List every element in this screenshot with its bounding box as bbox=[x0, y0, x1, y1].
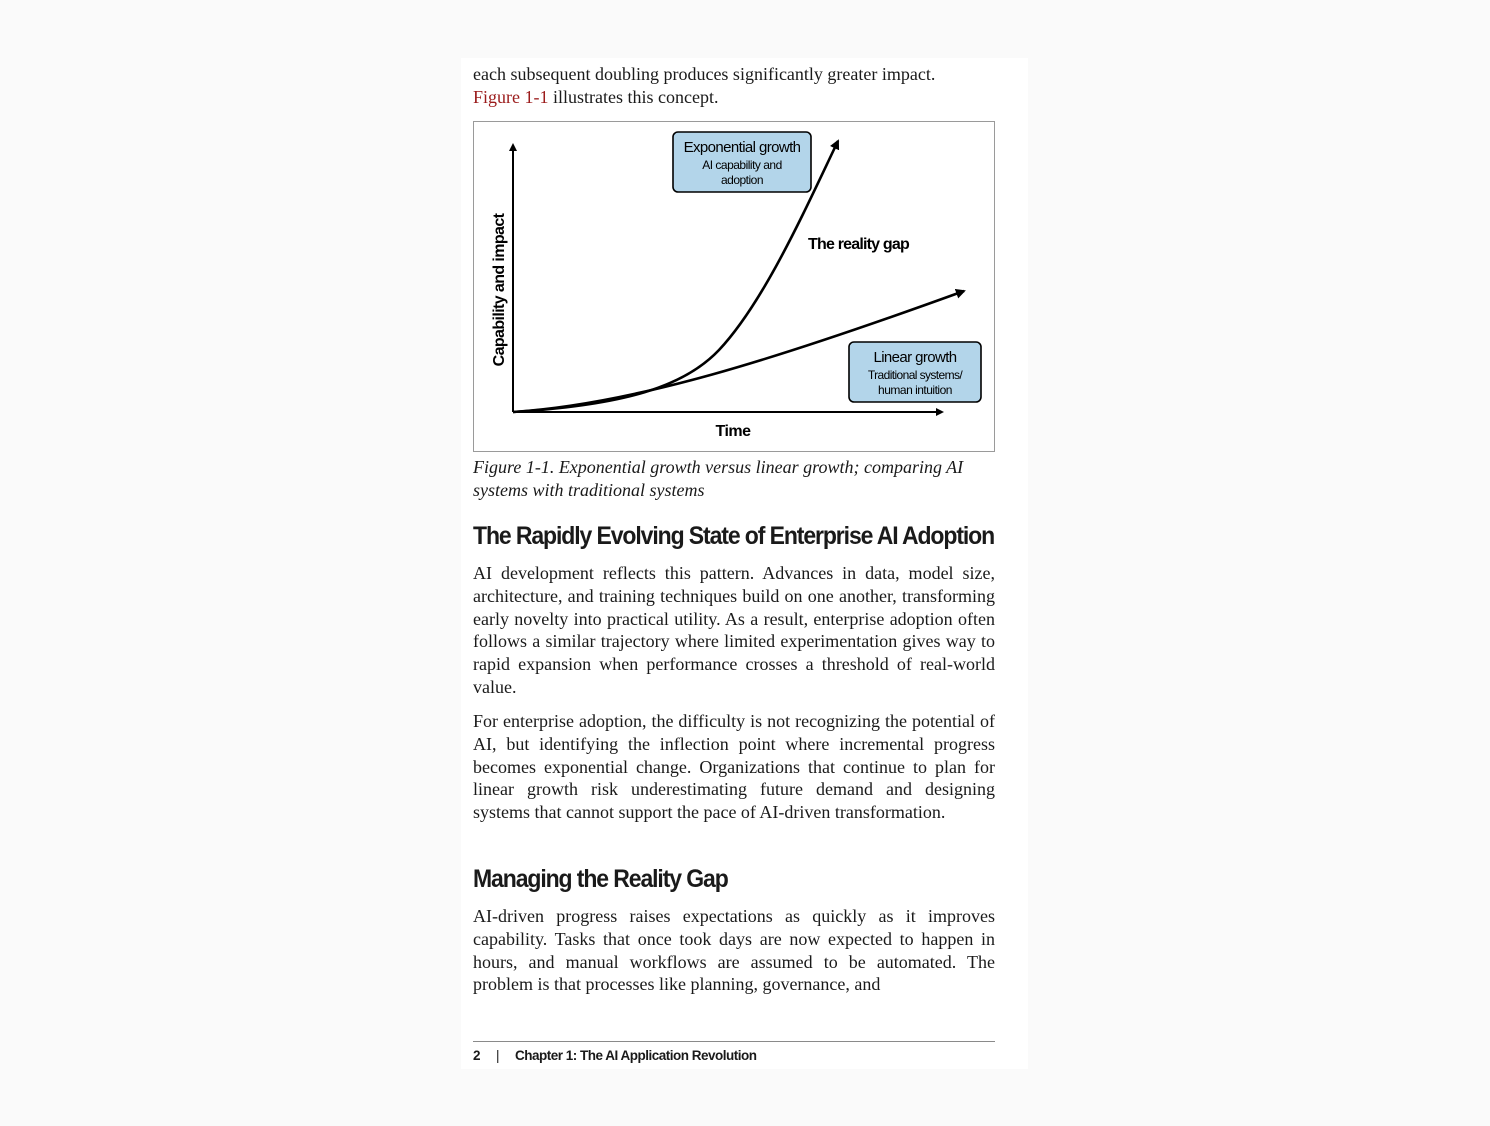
book-page bbox=[461, 58, 1028, 1069]
exponential-box-line1: AI capability and bbox=[702, 158, 782, 172]
page-footer bbox=[473, 1048, 757, 1063]
body-paragraph: AI development reflects this pattern. Advances in data, model size, architecture, and training techniques build on one another, transforming early novelty into practical utility. As a result, enterprise adoption often follows a similar trajectory where limited experimentation gives way to rapid expansion when performance crosses a threshold of real-world value. bbox=[473, 563, 995, 697]
exponential-box-line2: adoption bbox=[720, 173, 764, 187]
figure-caption: Figure 1-1. Exponential growth versus linear growth; comparing AI systems with traditional systems bbox=[473, 457, 964, 500]
section-heading-reality-gap: Managing the Reality Gap bbox=[473, 865, 728, 893]
figure-growth-diagram bbox=[473, 121, 995, 452]
intro-text: each subsequent doubling produces significantly greater impact. bbox=[473, 64, 936, 84]
figure-reference-link[interactable]: Figure 1-1 bbox=[473, 86, 549, 107]
x-axis-label: Time bbox=[715, 423, 751, 440]
linear-growth-callout bbox=[849, 342, 981, 402]
reality-gap-label: The reality gap bbox=[808, 236, 909, 253]
linear-box-title: Linear growth bbox=[873, 349, 957, 366]
linear-box-line1: Traditional systems/ bbox=[867, 368, 963, 382]
intro-paragraph bbox=[473, 63, 995, 109]
exponential-box-title: Exponential growth bbox=[683, 139, 801, 156]
section-heading-enterprise-ai: The Rapidly Evolving State of Enterprise AI Adoption bbox=[473, 522, 995, 550]
exponential-growth-callout bbox=[673, 132, 811, 192]
y-axis-label: Capability and impact bbox=[491, 213, 508, 367]
page-number: 2 bbox=[473, 1048, 481, 1063]
body-paragraph: For enterprise adoption, the difficulty is not recognizing the potential of AI, but identifying the inflection point where incremental progress becomes exponential change. Organizations that continue to plan for linear growth risk underestimating future demand and designing systems that cannot support the pace of AI-driven transformation. bbox=[473, 711, 995, 823]
intro-text-end: illustrates this concept. bbox=[548, 86, 719, 107]
linear-box-line2: human intuition bbox=[878, 383, 952, 397]
footer-separator: | bbox=[496, 1048, 500, 1063]
body-paragraph: AI-driven progress raises expectations as quickly as it improves capability. Tasks that once took days are now expected to happen in hours, and manual workflows are assumed to be automated. The problem is that processes like planning, governance, and bbox=[473, 906, 995, 995]
footer-divider bbox=[473, 1041, 995, 1042]
chapter-title: Chapter 1: The AI Application Revolution bbox=[515, 1048, 757, 1063]
